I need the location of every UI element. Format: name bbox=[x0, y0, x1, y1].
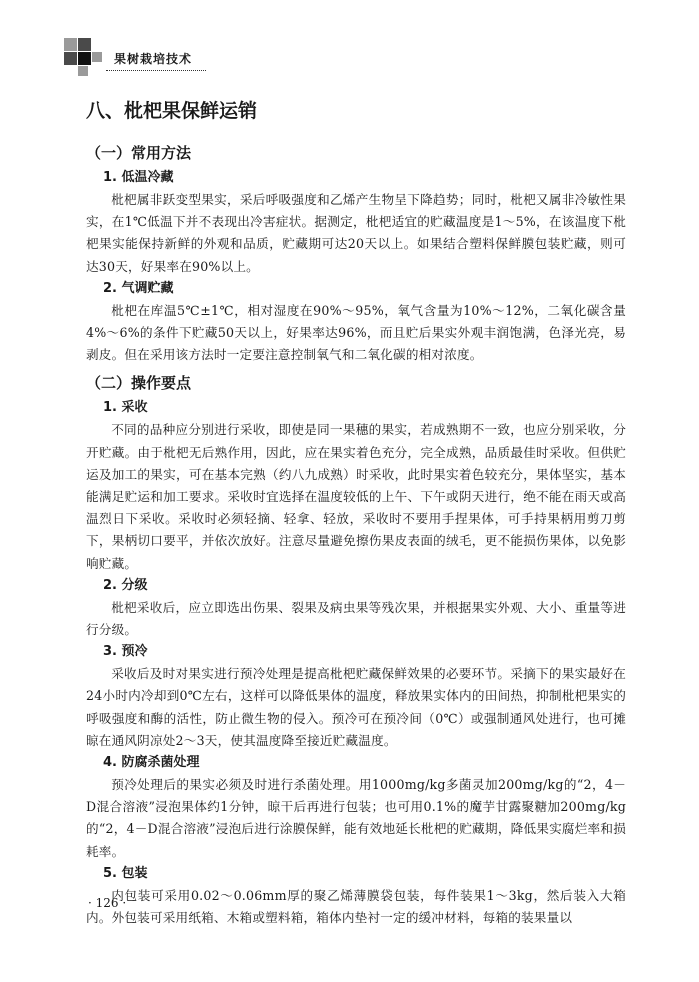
item-paragraph: 不同的品种应分别进行采收，即使是同一果穗的果实，若成熟期不一致，也应分别采收，分开贮藏。由于枇杷无后熟作用，因此，应在果实着色充分，完全成熟，品质最佳时采收。但供贮运及加工的果实，可在基本完熟（约八九成熟）时采收，此时果实着色较充分，果体坚实，基本能满足贮运和加工要求。采收时宜选择在温度较低的上午、下午或阴天进行，绝不能在雨天或高温烈日下采收。采收时必须轻摘、轻拿、轻放，采收时不要用手捏果体，可手持果柄用剪刀剪下，果柄切口要平，并依次放好。注意尽量避免擦伤果皮表面的绒毛，更不能损伤果体，以免影响贮藏。 bbox=[86, 422, 626, 571]
page-body bbox=[86, 96, 626, 929]
item-heading: 2. 分级 bbox=[103, 577, 148, 593]
section-title: 八、枇杷果保鲜运销 bbox=[86, 100, 258, 122]
subsection-title: （一）常用方法 bbox=[86, 144, 192, 162]
running-header-title: 果树栽培技术 bbox=[114, 52, 193, 66]
page-number: · 126 · bbox=[88, 896, 127, 910]
item-paragraph: 枇杷采收后，应立即选出伤果、裂果及病虫果等残次果，并根据果实外观、大小、重量等进行分级。 bbox=[86, 599, 626, 638]
item-paragraph: 枇杷属非跃变型果实，采后呼吸强度和乙烯产生物呈下降趋势；同时，枇杷又属非冷敏性果实，在1℃低温下并不表现出冷害症状。据测定，枇杷适宜的贮藏温度是1～5%，在该温度下枇杷果实能保持新鲜的外观和品质，贮藏期可达20天以上。如果结合塑料保鲜膜包装贮藏，则可达30天，好果率在90%以上。 bbox=[86, 192, 626, 274]
item-heading: 1. 采收 bbox=[103, 400, 148, 416]
publisher-logo-icon bbox=[64, 38, 104, 78]
item-paragraph: 采收后及时对果实进行预冷处理是提高枇杷贮藏保鲜效果的必要环节。采摘下的果实最好在24小时内冷却到0℃左右，这样可以降低果体的温度，释放果实体内的田间热，抑制枇杷果实的呼吸强度和酶的活性，防止微生物的侵入。预冷可在预冷间（0℃）或强制通风处进行，也可摊晾在通风阴凉处2～3天，使其温度降至接近贮藏温度。 bbox=[86, 666, 626, 748]
item-heading: 3. 预冷 bbox=[103, 644, 148, 660]
subsection-title: （二）操作要点 bbox=[86, 374, 192, 393]
item-heading: 5. 包装 bbox=[103, 865, 148, 881]
item-paragraph: 预冷处理后的果实必须及时进行杀菌处理。用1000mg/kg多菌灵加200mg/kg的“2，4－D混合溶液”浸泡果体约1分钟，晾干后再进行包装；也可用0.1%的魔芋甘露聚糖加200mg/kg的“2，4－D混合溶液”浸泡后进行涂膜保鲜，能有效地延长枇杷的贮藏期，降低果实腐烂率和损耗率。 bbox=[86, 777, 626, 859]
item-heading: 4. 防腐杀菌处理 bbox=[103, 755, 200, 771]
item-heading: 1. 低温冷藏 bbox=[103, 170, 174, 185]
item-paragraph: 枇杷在库温5℃±1℃，相对湿度在90%～95%，氧气含量为10%～12%，二氧化碳含量4%～6%的条件下贮藏50天以上，好果率达96%，而且贮后果实外观丰润饱满，色泽光亮，易剥皮。但在采用该方法时一定要注意控制氧气和二氧化碳的相对浓度。 bbox=[86, 302, 626, 363]
item-heading: 2. 气调贮藏 bbox=[103, 280, 174, 296]
header-dotted-rule bbox=[106, 70, 206, 71]
item-paragraph: 内包装可采用0.02～0.06mm厚的聚乙烯薄膜袋包装，每件装果1～3kg，然后装入大箱内。外包装可采用纸箱、木箱或塑料箱，箱体内垫衬一定的缓冲材料，每箱的装果量以 bbox=[86, 887, 626, 926]
